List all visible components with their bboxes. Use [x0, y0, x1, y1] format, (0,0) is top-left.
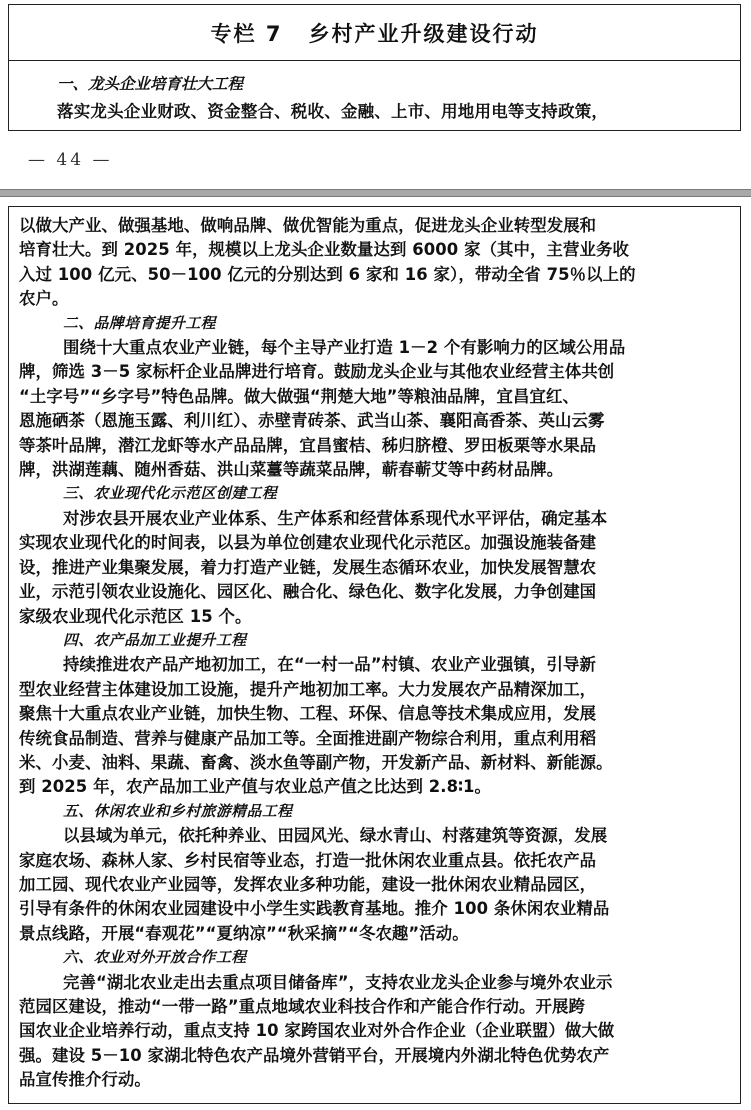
section-heading: 六、农业对外开放合作工程 — [63, 949, 247, 967]
text-line: “土字号”“乡字号”特色品牌。做大做强“荆楚大地”等粮油品牌，宜昌宜红、 — [19, 386, 579, 406]
paragraph-first-line: 完善“湖北农业走出去重点项目储备库”，支持农业龙头企业参与境外农业示 — [63, 972, 613, 992]
text-line: 强。建设 5－10 家湖北特色农产品境外营销平台，开展境内外湖北特色优势农产 — [19, 1045, 610, 1065]
text-line: 米、小麦、油料、果蔬、畜禽、淡水鱼等副产物，开发新产品、新材料、新能源。 — [19, 752, 613, 772]
section-heading: 五、休闲农业和乡村旅游精品工程 — [63, 802, 293, 820]
text-line: 牌，筛选 3－5 家标杆企业品牌进行培育。鼓励龙头企业与其他农业经营主体共创 — [19, 362, 615, 382]
column-title — [9, 5, 740, 61]
text-line: 家级农业现代化示范区 15 个。 — [19, 606, 252, 626]
paragraph-first-line: 对涉农县开展农业产业体系、生产体系和经营体系现代水平评估，确定基本 — [63, 508, 608, 528]
text-line: 培育壮大。到 2025 年，规模以上龙头企业数量达到 6000 家（其中，主营业务收 — [19, 240, 629, 260]
text-line: 品宣传推介行动。 — [19, 1070, 151, 1090]
text-line: 到 2025 年，农产品加工业产值与农业总产值之比达到 2.8∶1。 — [19, 777, 491, 797]
text-line: 入过 100 亿元、50－100 亿元的分别达到 6 家和 16 家），带动全省 75％以上的 — [19, 264, 636, 284]
column-body-previous — [9, 61, 740, 126]
text-line: 家庭农场、森林人家、乡村民宿等业态，打造一批休闲农业重点县。依托农产品 — [19, 850, 597, 870]
text-line: 以做大产业、做强基地、做响品牌、做优智能为重点，促进龙头企业转型发展和 — [19, 216, 597, 235]
text-line: 恩施硒茶（恩施玉露、利川红）、赤壁青砖茶、武当山茶、襄阳高香茶、英山云雾 — [19, 411, 605, 431]
text-line: 业，示范引领农业设施化、园区化、融合化、绿色化、数字化发展，力争创建国 — [19, 582, 597, 602]
paragraph-first-line: 以县域为单元，依托种养业、田园风光、绿水青山、村落建筑等资源，发展 — [63, 826, 608, 846]
text-line: 国农业企业培养行动，重点支持 10 家跨国农业对外合作企业（企业联盟）做大做 — [19, 1021, 615, 1041]
page-number: — 44 — — [28, 150, 113, 170]
text-line: 设，推进产业集聚发展，着力打造产业链，发展生态循环农业，加快发展智慧农 — [19, 557, 597, 577]
text-line: 实现农业现代化的时间表，以县为单位创建农业现代化示范区。加强设施装备建 — [19, 533, 597, 553]
text-line: 景点线路，开展“春观花”“夏纳凉”“秋采摘”“冬农趣”活动。 — [19, 923, 469, 943]
text-line: 聚焦十大重点农业产业链，加快生物、工程、环保、信息等技术集成应用，发展 — [19, 704, 597, 724]
text-line: 落实龙头企业财政、资金整合、税收、金融、上市、用地用电等支持政策， — [57, 102, 609, 121]
text-line: 农户。 — [19, 289, 69, 309]
text-line: 型农业经营主体建设加工设施，提升产地初加工率。大力发展农产品精深加工， — [19, 679, 597, 699]
page-separator — [0, 189, 751, 197]
section-heading: 三、农业现代化示范区创建工程 — [63, 485, 278, 503]
paragraph-first-line: 围绕十大重点农业产业链，每个主导产业打造 1－2 个有影响力的区域公用品 — [63, 338, 626, 358]
text-line: 加工园、现代农业产业园等，发挥农业多种功能，建设一批休闲农业精品园区， — [19, 874, 597, 894]
text-line: 引导有条件的休闲农业园建设中小学生实践教育基地。推介 100 条休闲农业精品 — [19, 899, 610, 919]
column-heading: 乡村产业升级建设行动 — [308, 21, 539, 46]
section-heading: 二、品牌培育提升工程 — [63, 314, 216, 332]
column-box-previous-page — [8, 4, 741, 131]
column-number: 专栏 7 — [210, 21, 283, 46]
paragraph-first-line: 持续推进农产品产地初加工，在“一村一品”村镇、农业产业强镇，引导新 — [63, 655, 596, 675]
text-line: 等茶叶品牌，潜江龙虾等水产品品牌，宜昌蜜桔、秭归脐橙、罗田板栗等水果品 — [19, 435, 597, 455]
text-line: 传统食品制造、营养与健康产品加工等。全面推进副产物综合利用，重点利用稻 — [19, 728, 597, 748]
text-line: 范园区建设，推动“一带一路”重点地域农业科技合作和产能合作行动。开展跨 — [19, 997, 585, 1016]
section-heading: 四、农产品加工业提升工程 — [63, 631, 247, 649]
text-line: 牌，洪湖莲藕、随州香菇、洪山菜薹等蔬菜品牌，蕲春蕲艾等中药材品牌。 — [19, 460, 564, 480]
column-box-continued — [8, 206, 741, 1104]
section-heading: 一、龙头企业培育壮大工程 — [57, 75, 244, 93]
